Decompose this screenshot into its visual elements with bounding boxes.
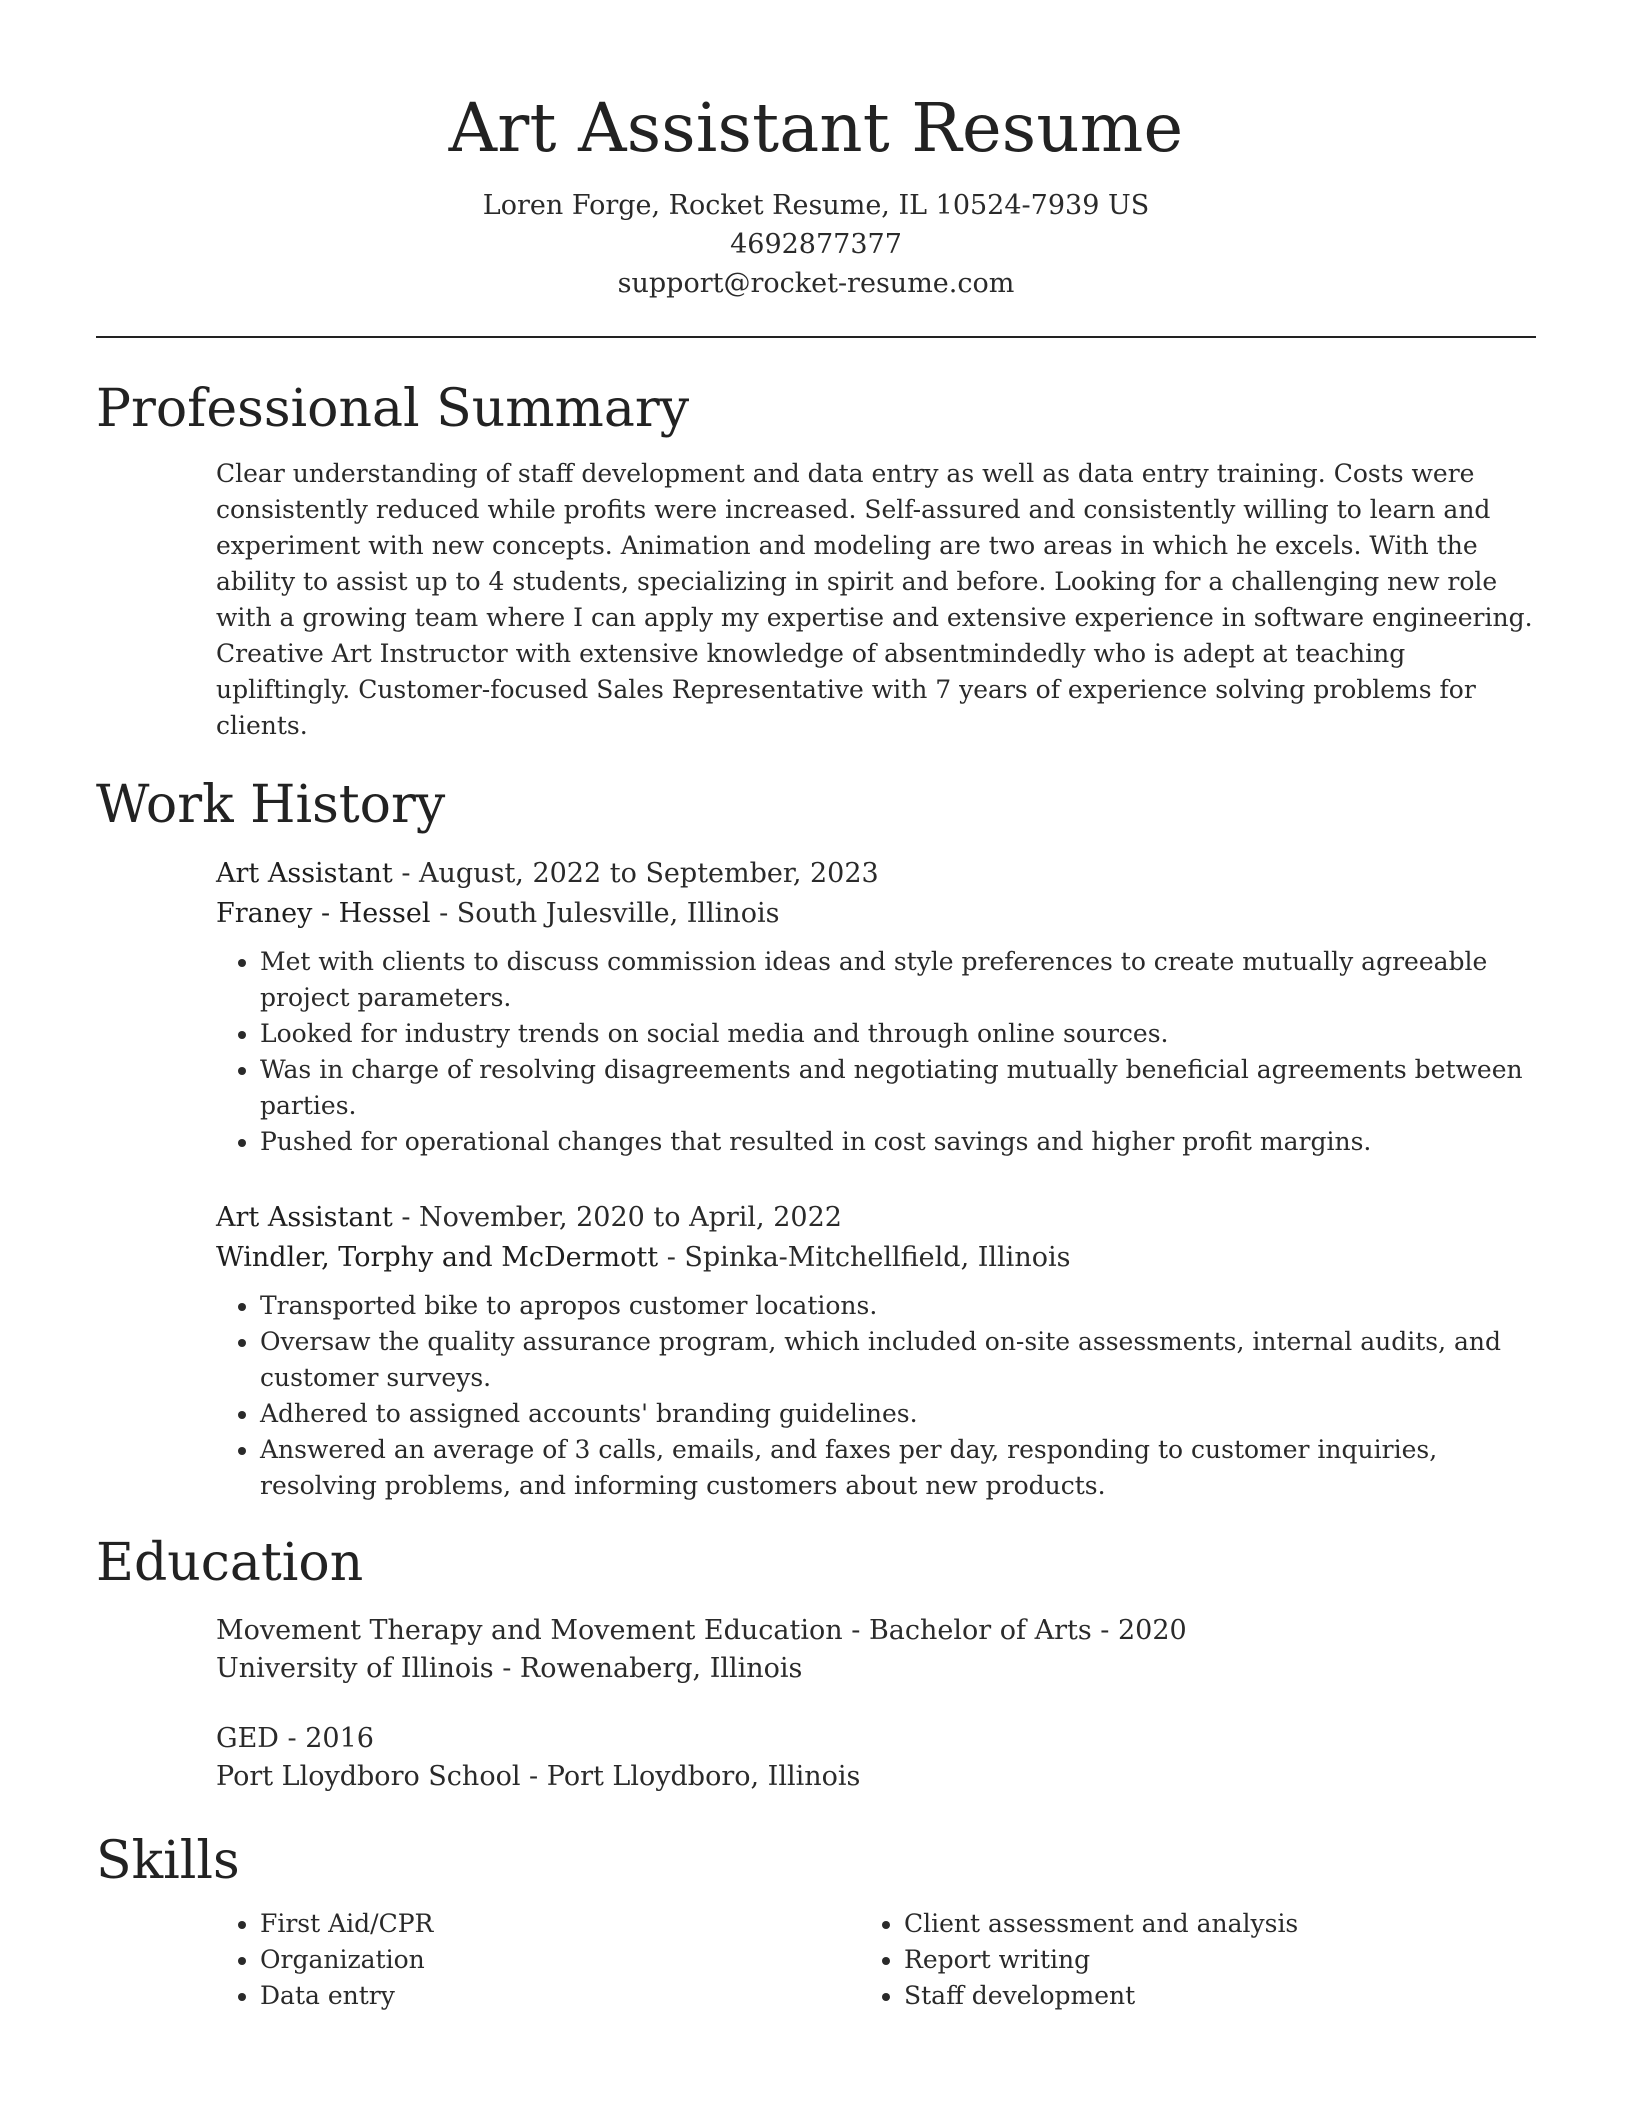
job-location: - South Julesville, Illinois (430, 898, 780, 929)
education-year: - 2016 (278, 1723, 374, 1754)
skills-heading: Skills (96, 1831, 240, 1891)
skills-column-right (860, 1906, 1504, 2014)
education-location: - Port Lloydboro, Illinois (520, 1761, 861, 1792)
education-entry (216, 1612, 1536, 1688)
summary-section (96, 374, 1536, 744)
education-school-line (216, 1758, 1536, 1796)
job-duty: • Met with clients to discuss commission ideas and style preferences to create mutually agreeable project parameters. (260, 944, 1536, 1016)
skills-grid (216, 1906, 1536, 2014)
resume-page (96, 0, 1536, 2014)
job-dates: - August, 2022 to September, 2023 (392, 858, 879, 889)
job-company-line (216, 1238, 1536, 1278)
job-duty: • Pushed for operational changes that resulted in cost savings and higher profit margins. (260, 1124, 1536, 1160)
education-location: - Rowenaberg, Illinois (493, 1653, 803, 1684)
job-title-line (216, 1198, 1536, 1238)
summary-heading: Professional Summary (96, 379, 690, 439)
job-company: Franey - Hessel (216, 898, 431, 929)
skill-item: • Client assessment and analysis (904, 1906, 1504, 1942)
contact-block (96, 186, 1536, 303)
education-school: University of Illinois (216, 1653, 494, 1684)
job-company: Windler, Torphy and McDermott (216, 1242, 659, 1273)
education-school-line (216, 1650, 1536, 1688)
education-year: - 2020 (1091, 1615, 1187, 1646)
skills-list (216, 1906, 860, 2014)
job-duty: • Oversaw the quality assurance program, which included on-site assessments, internal audits, and customer surveys. (260, 1324, 1536, 1396)
job-location: - Spinka-Mitchellfield, Illinois (658, 1242, 1071, 1273)
skill-item: • Report writing (904, 1942, 1504, 1978)
job-duty: • Answered an average of 3 calls, emails, and faxes per day, responding to customer inquiries, resolving problems, and informing customers about new products. (260, 1432, 1536, 1504)
job-duty: • Looked for industry trends on social media and through online sources. (260, 1016, 1536, 1052)
work-history-section (96, 770, 1536, 1504)
education-degree: Movement Therapy and Movement Education - Bachelor of Arts (216, 1615, 1092, 1646)
education-heading: Education (96, 1533, 364, 1593)
job-role: Art Assistant (216, 858, 393, 889)
work-history-heading: Work History (96, 775, 446, 835)
job-company-line (216, 894, 1536, 934)
job-duty: • Transported bike to apropos customer locations. (260, 1288, 1536, 1324)
education-degree-line (216, 1612, 1536, 1650)
job-entry (216, 1198, 1536, 1504)
resume-title: Art Assistant Resume (448, 89, 1184, 167)
education-school: Port Lloydboro School (216, 1761, 521, 1792)
job-entry (216, 854, 1536, 1160)
contact-address: Loren Forge, Rocket Resume, IL 10524-7939 US (482, 190, 1150, 221)
skills-list (860, 1906, 1504, 2014)
job-dates: - November, 2020 to April, 2022 (392, 1202, 842, 1233)
skills-column-left (216, 1906, 860, 2014)
skill-item: • Staff development (904, 1978, 1504, 2014)
job-role: Art Assistant (216, 1202, 393, 1233)
education-section (96, 1528, 1536, 1796)
education-degree: GED (216, 1723, 279, 1754)
contact-phone: 4692877377 (730, 229, 902, 260)
skill-item: • First Aid/CPR (260, 1906, 860, 1942)
job-duty: • Adhered to assigned accounts' branding guidelines. (260, 1396, 1536, 1432)
job-duties-list (216, 944, 1536, 1160)
skills-section (96, 1826, 1536, 2014)
job-duty: • Was in charge of resolving disagreements and negotiating mutually beneficial agreements between parties. (260, 1052, 1536, 1124)
education-degree-line (216, 1720, 1536, 1758)
contact-email: support@rocket-resume.com (617, 268, 1015, 299)
education-entry (216, 1720, 1536, 1796)
summary-text: Clear understanding of staff development and data entry as well as data entry training. Costs were consistently reduced while profits were increased. Self-assured and consistently willing to learn and experiment with new concepts. Animation and modeling are two areas in which he excels. With the ability to assist up to 4 students, specializing in spirit and before. Looking for a challenging new role with a growing team where I can apply my expertise and extensive experience in software engineering. Creative Art Instructor with extensive knowledge of absentmindedly who is adept at teaching upliftingly. Customer-focused Sales Representative with 7 years of experience solving problems for clients. (216, 459, 1533, 740)
job-title-line (216, 854, 1536, 894)
job-duties-list (216, 1288, 1536, 1504)
header-divider (96, 336, 1536, 338)
skill-item: • Data entry (260, 1978, 860, 2014)
resume-header (96, 0, 1536, 303)
skill-item: • Organization (260, 1942, 860, 1978)
